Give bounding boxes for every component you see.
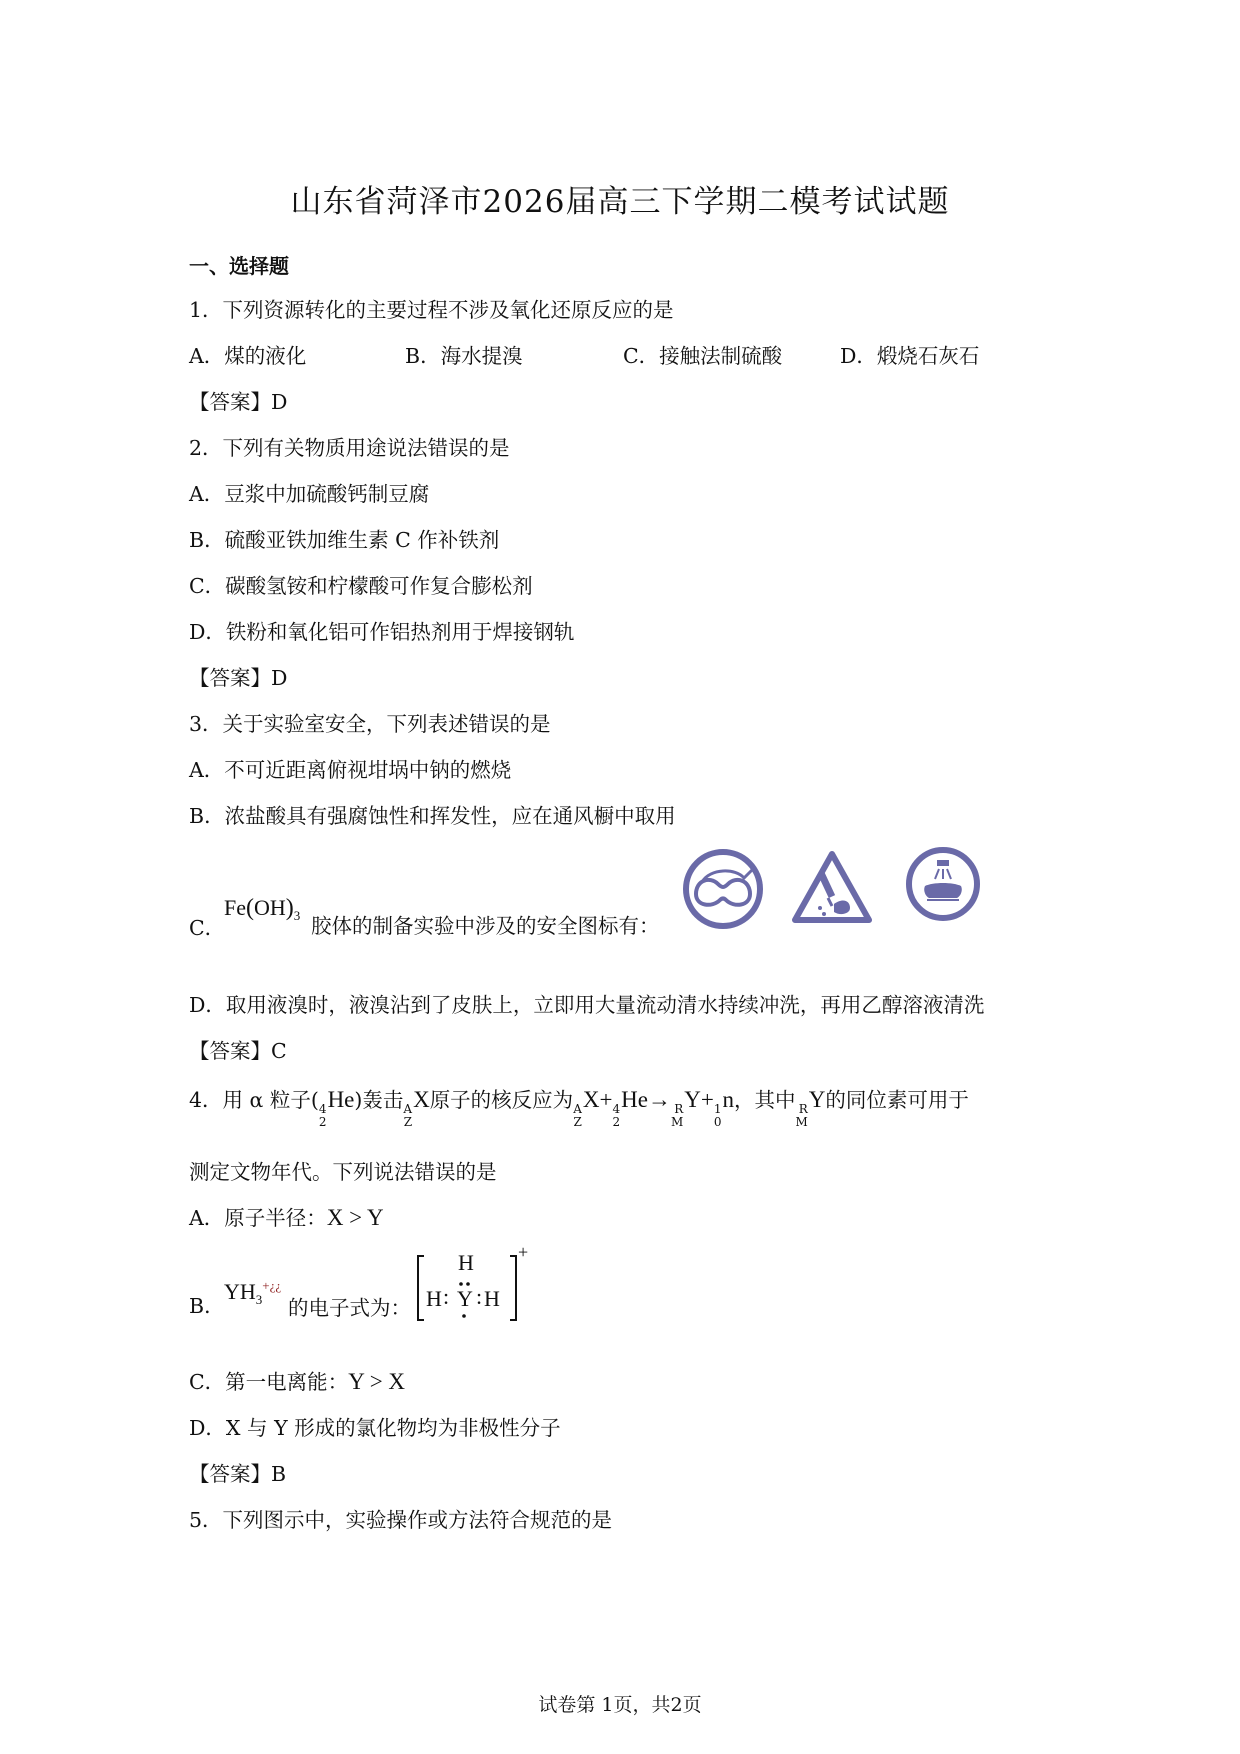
he-nuclide-numbers: 4 2 [318, 1102, 327, 1129]
yh3-formula: $YH_3^{+¿¿}$ [224, 1278, 282, 1307]
question-4-option-d: D．X 与 Y 形成的氯化物均为非极性分子 [189, 1416, 561, 1440]
question-1-stem: 1．下列资源转化的主要过程不涉及氧化还原反应的是 [189, 298, 674, 322]
goggles-icon [682, 848, 764, 930]
fe-oh3-formula: $Fe(OH)_3$ [224, 895, 301, 923]
question-1-option-a: A．煤的液化 [189, 344, 307, 368]
question-4-stem-line2: 测定文物年代。下列说法错误的是 [189, 1160, 497, 1184]
question-2-option-a: A．豆浆中加硫酸钙制豆腐 [189, 482, 430, 506]
page-title: 山东省菏泽市2026届高三下学期二模考试试题 [290, 184, 950, 220]
question-4-answer: 【答案】B [189, 1462, 287, 1486]
question-3-option-a: A．不可近距离俯视坩埚中钠的燃烧 [189, 758, 512, 782]
question-3-answer: 【答案】C [189, 1039, 287, 1063]
question-3-option-b: B．浓盐酸具有强腐蚀性和挥发性，应在通风橱中取用 [189, 804, 676, 828]
question-2-option-c: C．碳酸氢铵和柠檬酸可作复合膨松剂 [189, 574, 533, 598]
hand-wash-icon [905, 846, 981, 922]
question-3-option-c [189, 914, 225, 942]
question-2-option-b: B．硫酸亚铁加维生素 C 作补铁剂 [189, 528, 500, 552]
question-2-answer: 【答案】D [189, 666, 288, 690]
question-1-answer: 【答案】D [189, 390, 288, 414]
question-4-option-b: B． [189, 1294, 225, 1318]
question-1-option-b: B．海水提溴 [405, 344, 523, 368]
page-footer: 试卷第 1页，共2页 [538, 1694, 702, 1716]
question-2-option-d: D．铁粉和氧化铝可作铝热剂用于焊接钢轨 [189, 620, 575, 644]
y-nuclide-numbers: R M [670, 1102, 684, 1129]
question-3-stem: 3．关于实验室安全，下列表述错误的是 [189, 712, 551, 736]
option-label: C． [189, 916, 226, 940]
question-3-option-d: D．取用液溴时，液溴沾到了皮肤上，立即用大量流动清水持续冲洗，再用乙醇溶液清洗 [189, 993, 985, 1017]
x-nuclide-numbers: A Z [403, 1102, 413, 1129]
corrosive-icon [790, 848, 874, 930]
lewis-structure: H H : Y : H + [416, 1252, 526, 1324]
section-heading: 一、选择题 [189, 254, 289, 278]
question-5-stem: 5．下列图示中，实验操作或方法符合规范的是 [189, 1508, 613, 1532]
question-4-stem: 4．用 α 粒子( 4 2 He)轰击 A Z X原子的核反应为 A Z X+ 4 2 He→ R M Y+ 1 0 n，其中 R M Y的同位素可用于 [189, 1087, 969, 1129]
neutron-numbers: 1 0 [713, 1102, 722, 1129]
question-1-option-c: C．接触法制硫酸 [623, 344, 783, 368]
question-3-option-c-text: 胶体的制备实验中涉及的安全图标有： [311, 914, 660, 938]
question-2-stem: 2．下列有关物质用途说法错误的是 [189, 436, 510, 460]
question-4-option-c: C．第一电离能：Y > X [189, 1369, 406, 1394]
question-4-option-a: A．原子半径：X > Y [189, 1205, 384, 1230]
question-4-option-b-text: 的电子式为： [288, 1296, 411, 1320]
question-1-option-d: D．煅烧石灰石 [840, 344, 980, 368]
